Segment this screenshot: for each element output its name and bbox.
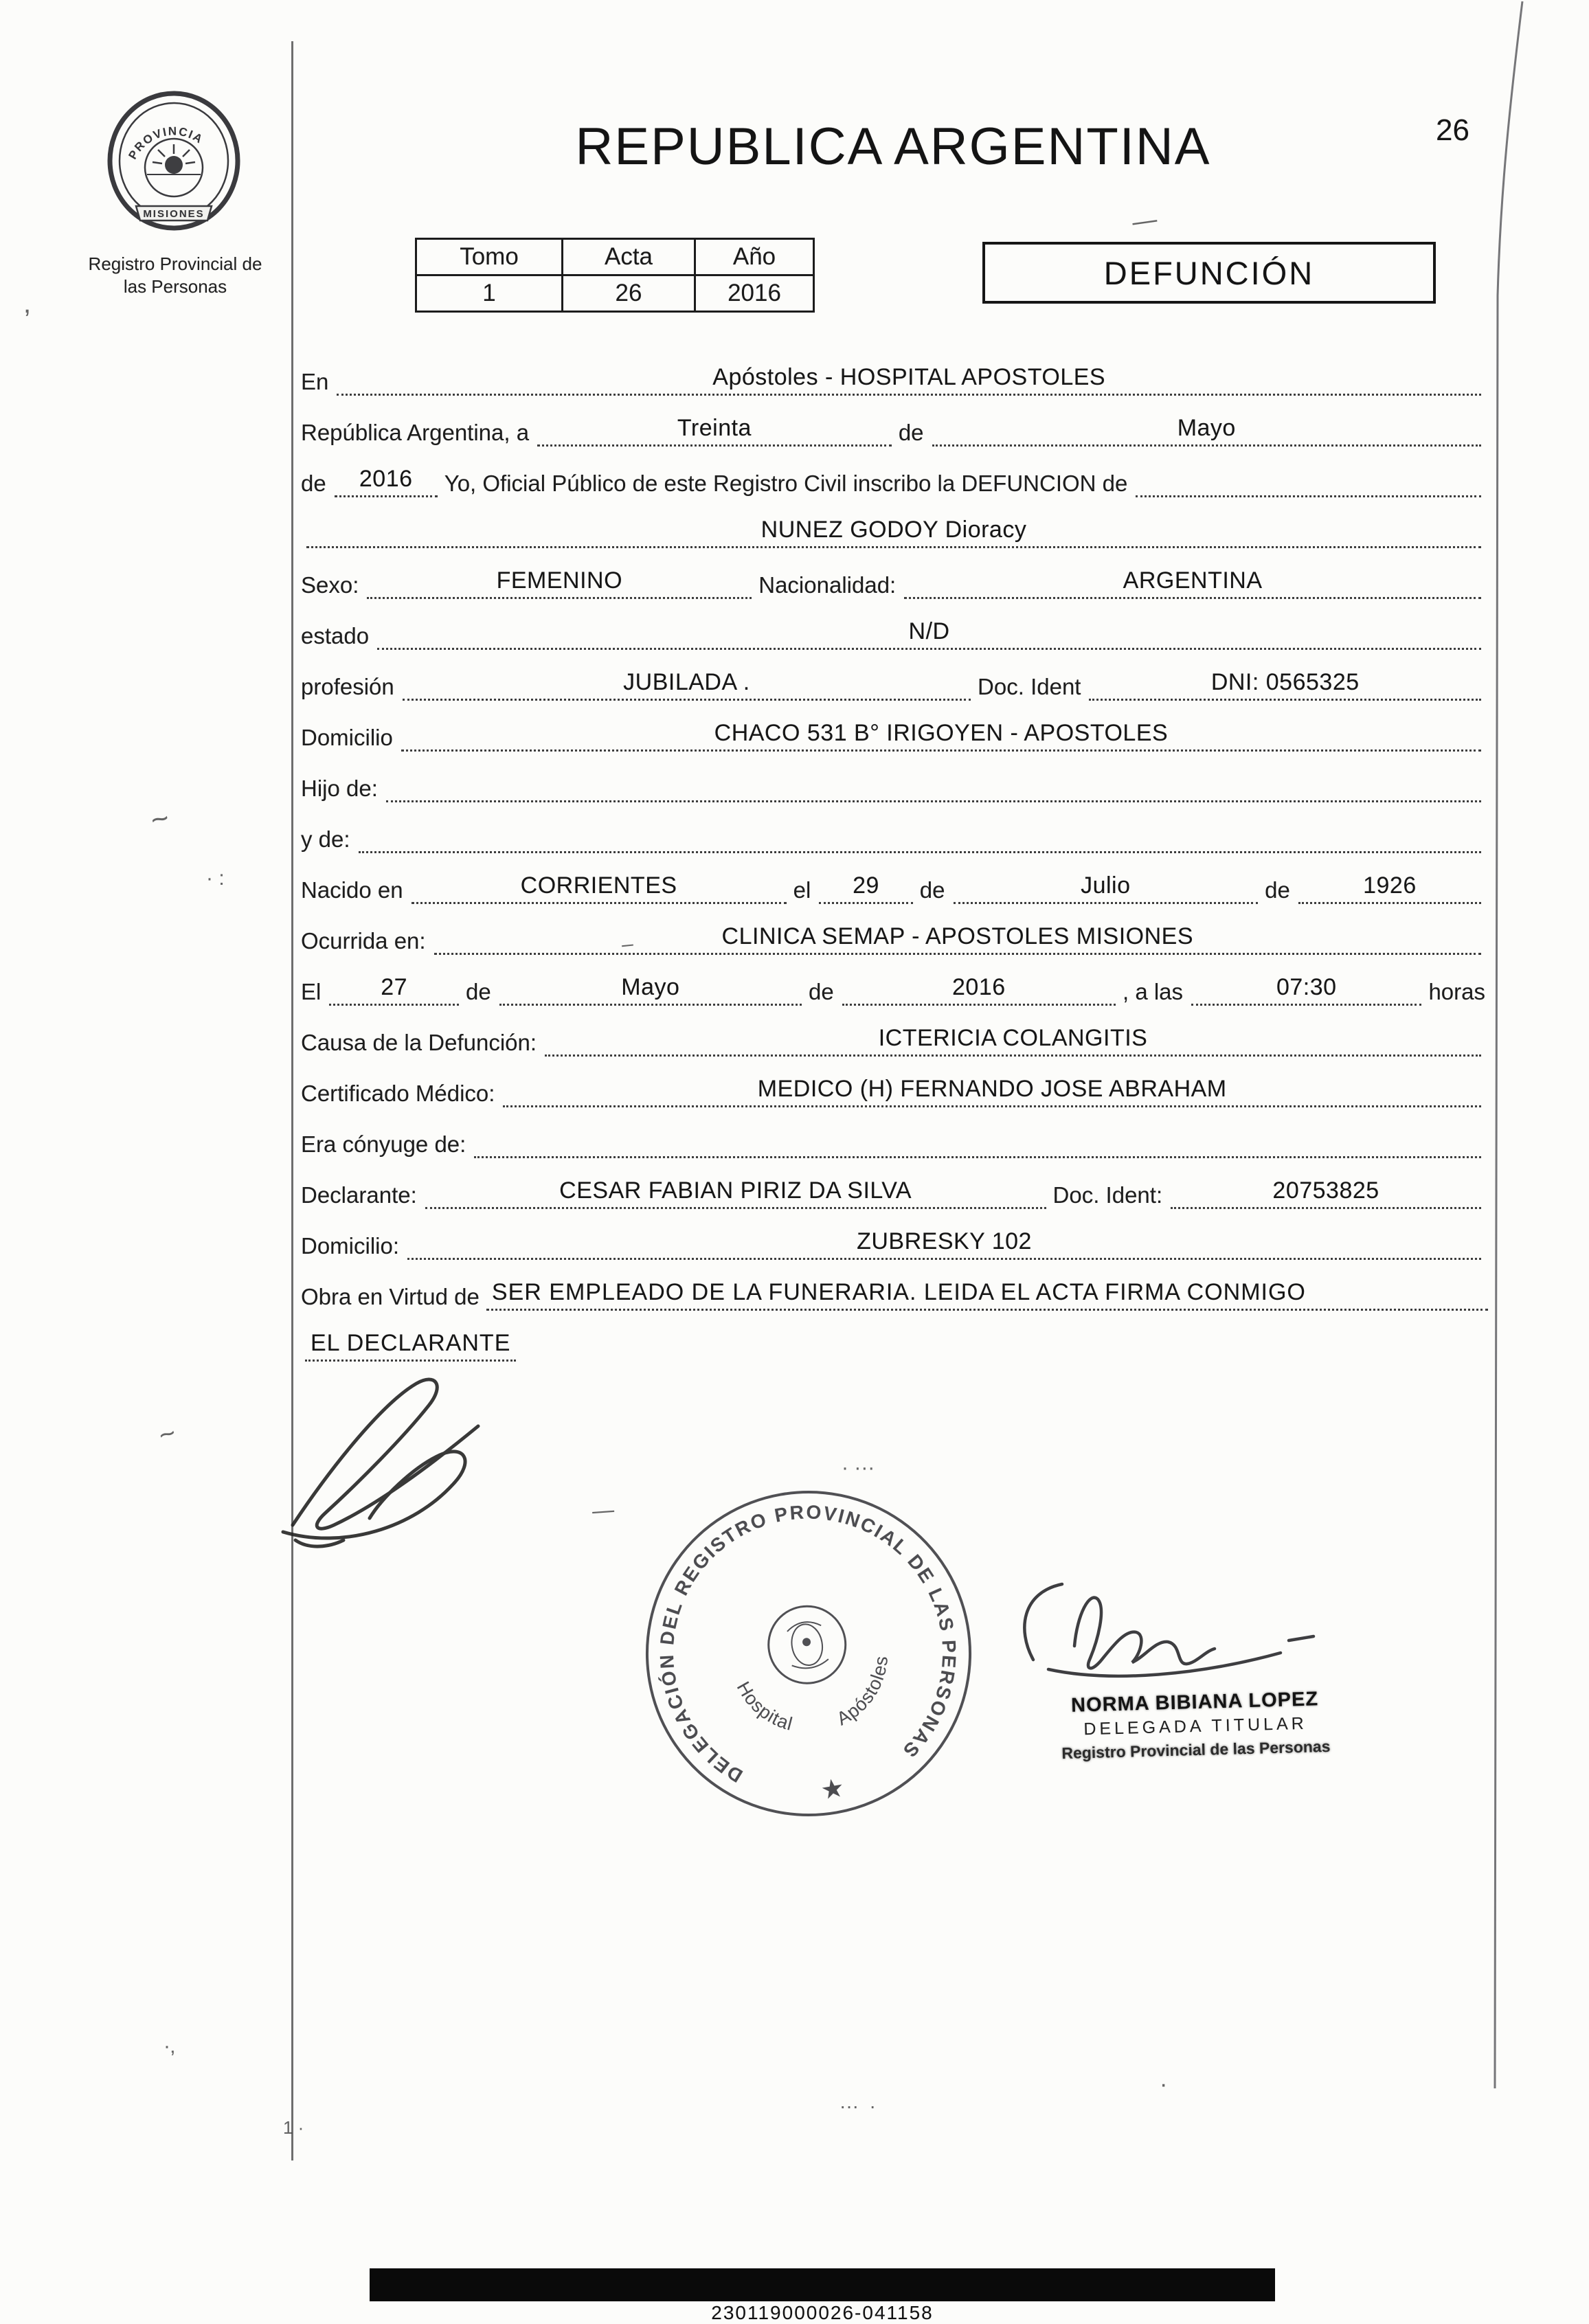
official-office: Registro Provincial de las Personas (1061, 1737, 1331, 1763)
field-label: estado (301, 623, 370, 648)
field-label: En (301, 369, 329, 394)
field-value (916, 845, 924, 848)
field-label: República Argentina, a (301, 420, 530, 445)
scan-artifact: ~ (147, 800, 173, 838)
field-value: 07:30 (1276, 974, 1337, 1000)
field-line (425, 1177, 1046, 1209)
form-row (301, 702, 1488, 753)
scan-artifact: — (1130, 204, 1159, 236)
barcode-bar (370, 2268, 1275, 2301)
scan-artifact: , (23, 289, 32, 319)
form-row (301, 905, 1488, 956)
field-value (1305, 489, 1313, 492)
emblem-bottom-text: MISIONES (143, 208, 205, 220)
scan-artifact: · ··· (842, 1456, 875, 1479)
field-line (401, 720, 1481, 752)
field-label: de (301, 471, 326, 496)
field-value: 29 (853, 872, 879, 899)
scan-artifact: — (591, 1496, 616, 1524)
official-name: NORMA BIBIANA LOPEZ (1070, 1688, 1319, 1717)
form-row (301, 1261, 1488, 1312)
page-number: 26 (1436, 113, 1469, 147)
field-line (474, 1144, 1481, 1158)
form-row (301, 550, 1488, 600)
svg-text:PROVINCIA (126, 124, 205, 161)
record-table-value-tomo: 1 (416, 275, 563, 312)
scan-artifact: – (620, 932, 635, 956)
field-line (329, 974, 459, 1006)
field-label: y de: (301, 826, 350, 852)
field-value (973, 1150, 982, 1153)
field-label: de (919, 877, 945, 903)
record-table-value-acta: 26 (563, 275, 695, 312)
scan-artifact: · (1160, 2071, 1168, 2097)
field-label: Causa de la Defunción: (301, 1030, 537, 1055)
field-value: DNI: 0565325 (1210, 669, 1360, 695)
field-label: El (301, 979, 322, 1004)
field-label: Declarante: (301, 1182, 417, 1208)
field-line (386, 788, 1481, 802)
form-row (301, 1007, 1488, 1058)
field-value: ZUBRESKY 102 (857, 1228, 1032, 1254)
record-table-value-row (416, 275, 814, 312)
field-value: CESAR FABIAN PIRIZ DA SILVA (559, 1177, 912, 1204)
form-row (301, 346, 1488, 397)
field-line (367, 567, 752, 599)
field-line (337, 364, 1481, 396)
field-value: 1926 (1363, 872, 1417, 899)
field-value: Julio (1081, 872, 1131, 899)
official-stamp-block (1033, 1687, 1357, 1763)
field-line (932, 415, 1481, 447)
emblem-caption-line2: las Personas (123, 276, 227, 297)
field-label: Certificado Médico: (301, 1081, 495, 1106)
emblem-caption (65, 253, 285, 298)
record-table-value-ano: 2016 (695, 275, 814, 312)
page-title: REPUBLICA ARGENTINA (575, 117, 1211, 176)
field-line (499, 974, 802, 1006)
official-signature (1008, 1572, 1338, 1699)
form-row (301, 1312, 1488, 1363)
form-row (301, 1109, 1488, 1160)
stamp-outer-circle (627, 1471, 991, 1836)
round-stamp (627, 1471, 991, 1836)
emblem-caption-line1: Registro Provincial de (88, 253, 262, 274)
stamp-ring-text: DELEGACIÓN DEL REGISTRO PROVINCIAL DE LAS PERSONAS (655, 1501, 960, 1787)
svg-text:Apóstoles (825, 1651, 903, 1730)
form-row (301, 956, 1488, 1007)
field-value: CHACO 531 B° IRIGOYEN - APOSTOLES (714, 720, 1169, 746)
stamp-inner-left-text: Hospital (732, 1678, 796, 1735)
field-label: Domicilio: (301, 1233, 400, 1259)
form (301, 346, 1488, 1363)
form-row (301, 855, 1488, 905)
field-line (412, 872, 787, 904)
field-label: Ocurrida en: (301, 928, 426, 954)
field-value: Treinta (677, 415, 752, 441)
field-line (407, 1228, 1481, 1260)
form-row (301, 804, 1488, 855)
field-value: 2016 (952, 974, 1006, 1000)
field-line (434, 923, 1481, 955)
field-line (403, 669, 971, 701)
stamp-inner-right-text: Apóstoles (833, 1654, 892, 1730)
field-underlined-text: EL DECLARANTE (305, 1330, 516, 1362)
document-type-label: DEFUNCIÓN (1103, 254, 1315, 291)
field-value: FEMENINO (496, 567, 623, 594)
svg-text:Hospital (732, 1671, 798, 1743)
field-line (359, 839, 1481, 853)
field-label: Yo, Oficial Público de este Registro Civil inscribo la DEFUNCION de (444, 471, 1128, 496)
field-value: Mayo (621, 974, 680, 1000)
scan-artifact: · : (206, 867, 225, 890)
field-value: Mayo (1177, 415, 1236, 441)
field-line (335, 466, 438, 497)
field-label: el (793, 877, 811, 903)
field-value: 27 (381, 974, 408, 1000)
field-line (819, 872, 913, 904)
field-label: Nacido en (301, 877, 403, 903)
field-line (537, 415, 892, 447)
field-label: Domicilio (301, 725, 393, 750)
field-label: Sexo: (301, 572, 359, 598)
field-value: ARGENTINA (1123, 567, 1263, 594)
form-row (301, 448, 1488, 499)
field-line (1089, 669, 1481, 701)
field-value: CORRIENTES (520, 872, 677, 899)
field-value: N/D (908, 618, 950, 644)
form-row (301, 600, 1488, 651)
field-label: Doc. Ident: (1052, 1182, 1163, 1208)
form-row (301, 651, 1488, 702)
field-label: , a las (1122, 979, 1184, 1004)
form-row (301, 397, 1488, 448)
field-value: CLINICA SEMAP - APOSTOLES MISIONES (721, 923, 1194, 949)
field-line (377, 618, 1481, 650)
field-value: Apóstoles - HOSPITAL APOSTOLES (712, 364, 1106, 390)
field-label: de (466, 979, 491, 1004)
field-value: NUNEZ GODOY Dioracy (760, 517, 1027, 543)
declarant-signature (268, 1360, 508, 1566)
scan-artifact: ~ (155, 1417, 180, 1452)
field-value: 20753825 (1272, 1177, 1379, 1204)
form-row (301, 1058, 1488, 1109)
field-line (1298, 872, 1481, 904)
field-label: Hijo de: (301, 776, 378, 801)
field-line (842, 974, 1116, 1006)
record-table (415, 238, 815, 313)
field-label: de (1265, 877, 1290, 903)
record-table-header-ano: Año (695, 239, 814, 275)
field-label: Nacionalidad: (758, 572, 897, 598)
field-line (1191, 974, 1421, 1006)
field-line (954, 872, 1259, 904)
form-row (301, 1160, 1488, 1210)
record-table-header-row (416, 239, 814, 275)
field-label: de (898, 420, 924, 445)
left-margin-line (291, 41, 293, 2161)
field-line (503, 1076, 1481, 1107)
scan-artifact: ·‚ (164, 2035, 175, 2057)
field-underlined-text: SER EMPLEADO DE LA FUNERARIA. LEIDA EL ACTA FIRMA CONMIGO (486, 1279, 1488, 1311)
field-label: profesión (301, 674, 394, 699)
field-line (1136, 483, 1481, 497)
barcode-number: 230119000026-041158 (711, 2302, 934, 2323)
stamp-star-icon: ★ (818, 1773, 847, 1806)
scan-artifact: 1 · (283, 2117, 304, 2138)
field-line (904, 567, 1481, 599)
field-line (306, 517, 1481, 548)
field-value: ICTERICIA COLANGITIS (878, 1025, 1148, 1051)
official-title: DELEGADA TITULAR (1083, 1713, 1308, 1739)
form-row (301, 499, 1488, 550)
record-table-header-acta: Acta (563, 239, 695, 275)
field-label: de (808, 979, 834, 1004)
field-value: 2016 (359, 466, 413, 492)
provincial-emblem (102, 88, 246, 236)
field-value: MEDICO (H) FERNANDO JOSE ABRAHAM (757, 1076, 1227, 1102)
field-label: Doc. Ident (978, 674, 1081, 699)
field-value (929, 794, 938, 797)
document-type-box (982, 242, 1436, 304)
field-value: JUBILADA . (623, 669, 750, 695)
scan-artifact: ··· · (839, 2095, 876, 2117)
record-table-header-tomo: Tomo (416, 239, 563, 275)
emblem-top-text: PROVINCIA (126, 124, 206, 162)
field-label: horas (1428, 979, 1485, 1004)
form-row (301, 753, 1488, 804)
field-label: Obra en Virtud de (301, 1284, 480, 1309)
field-line (545, 1025, 1481, 1057)
field-label: Era cónyuge de: (301, 1131, 466, 1157)
form-row (301, 1210, 1488, 1261)
sun-icon (165, 156, 183, 174)
field-line (1171, 1177, 1481, 1209)
